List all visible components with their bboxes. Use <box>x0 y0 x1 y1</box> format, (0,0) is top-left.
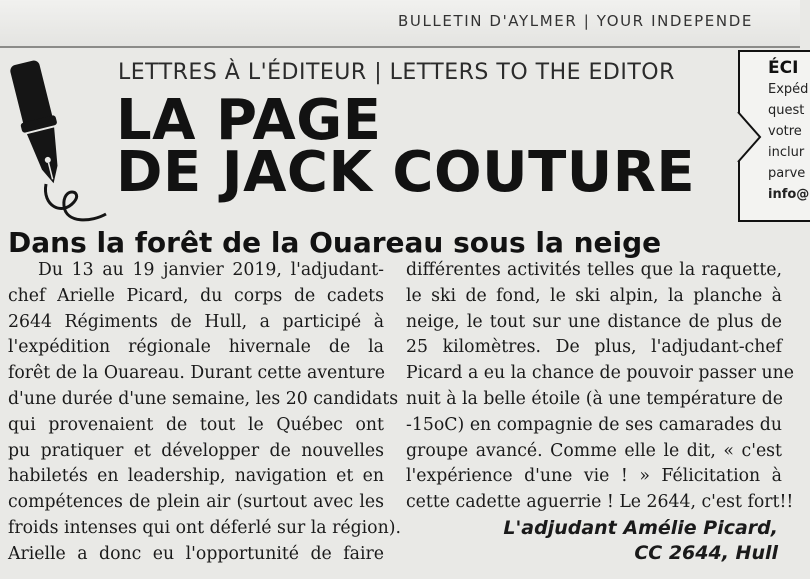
sidebox-line: votre <box>768 124 802 139</box>
article-text-line: 2644 Régiments de Hull, a participé à <box>8 311 384 332</box>
article-text-line: nuit à la belle étoile (à une température de <box>406 388 784 409</box>
contact-sidebox <box>738 50 810 222</box>
article-text-line: d'une durée d'une semaine, les 20 candidats <box>8 388 399 409</box>
signature-unit: CC 2644, Hull <box>634 541 778 564</box>
article-text-line: neige, le tout sur une distance de plus de <box>406 311 782 332</box>
sidebox-heading: ÉCI <box>768 58 799 78</box>
article-headline: Dans la forêt de la Ouareau sous la neige <box>8 226 662 259</box>
publication-name: BULLETIN D'AYLMER | YOUR INDEPENDE <box>398 12 753 30</box>
sidebox-email[interactable]: info@ <box>768 187 810 202</box>
article-text-line: le ski de fond, le ski alpin, la planche à <box>406 285 782 306</box>
article-text-line: compétences de plein air (surtout avec les <box>8 492 384 513</box>
section-title-line-1: LA PAGE <box>116 88 382 153</box>
article-text-line: l'expédition régionale hivernale de la <box>8 337 384 358</box>
newspaper-header-strip <box>0 0 800 48</box>
article-text-line: -15oC) en compagnie de ses camarades du <box>406 414 782 435</box>
article-text-line: Arielle a donc eu l'opportunité de faire <box>8 543 384 564</box>
sidebox-line: quest <box>768 103 805 118</box>
sidebox-line: parve <box>768 166 806 181</box>
article-text-line: différentes activités telles que la raquette, <box>406 260 782 280</box>
article-column-left <box>8 258 401 568</box>
fountain-pen-icon <box>2 56 110 226</box>
article-text-line: pu pratiquer et développer de nouvelles <box>8 440 384 461</box>
sidebox-line: Expéd <box>768 82 809 97</box>
article-signature <box>406 516 782 566</box>
article-text-line: forêt de la Ouareau. Durant cette aventure <box>8 363 385 384</box>
article-text-line: groupe avancé. Comme elle le dit, « c'est <box>406 440 782 461</box>
article-text-line: Du 13 au 19 janvier 2019, l'adjudant- <box>38 260 384 280</box>
section-title-line-2: DE JACK COUTURE <box>116 140 696 205</box>
article-text-line: qui provenaient de tout le Québec ont <box>8 414 384 435</box>
article-text-line: habiletés en leadership, navigation et en <box>8 466 384 487</box>
section-kicker: LETTRES À L'ÉDITEUR | LETTERS TO THE EDITOR <box>118 60 675 85</box>
article-text-line: chef Arielle Picard, du corps de cadets <box>8 285 384 306</box>
article-text-line: froids intenses qui ont déferlé sur la région). <box>8 517 401 538</box>
article-text-line: l'expérience d'une vie ! » Félicitation à <box>406 466 782 487</box>
sidebox-line: inclur <box>768 145 805 160</box>
article-text-line: Picard a eu la chance de pouvoir passer une <box>406 363 794 384</box>
article-text-line: cette cadette aguerrie ! Le 2644, c'est fort!! <box>406 492 794 513</box>
arrow-notch-icon <box>738 112 768 162</box>
article-column-right <box>406 258 794 566</box>
signature-name: L'adjudant Amélie Picard, <box>503 516 778 539</box>
article-text-line: 25 kilomètres. De plus, l'adjudant-chef <box>406 337 782 358</box>
